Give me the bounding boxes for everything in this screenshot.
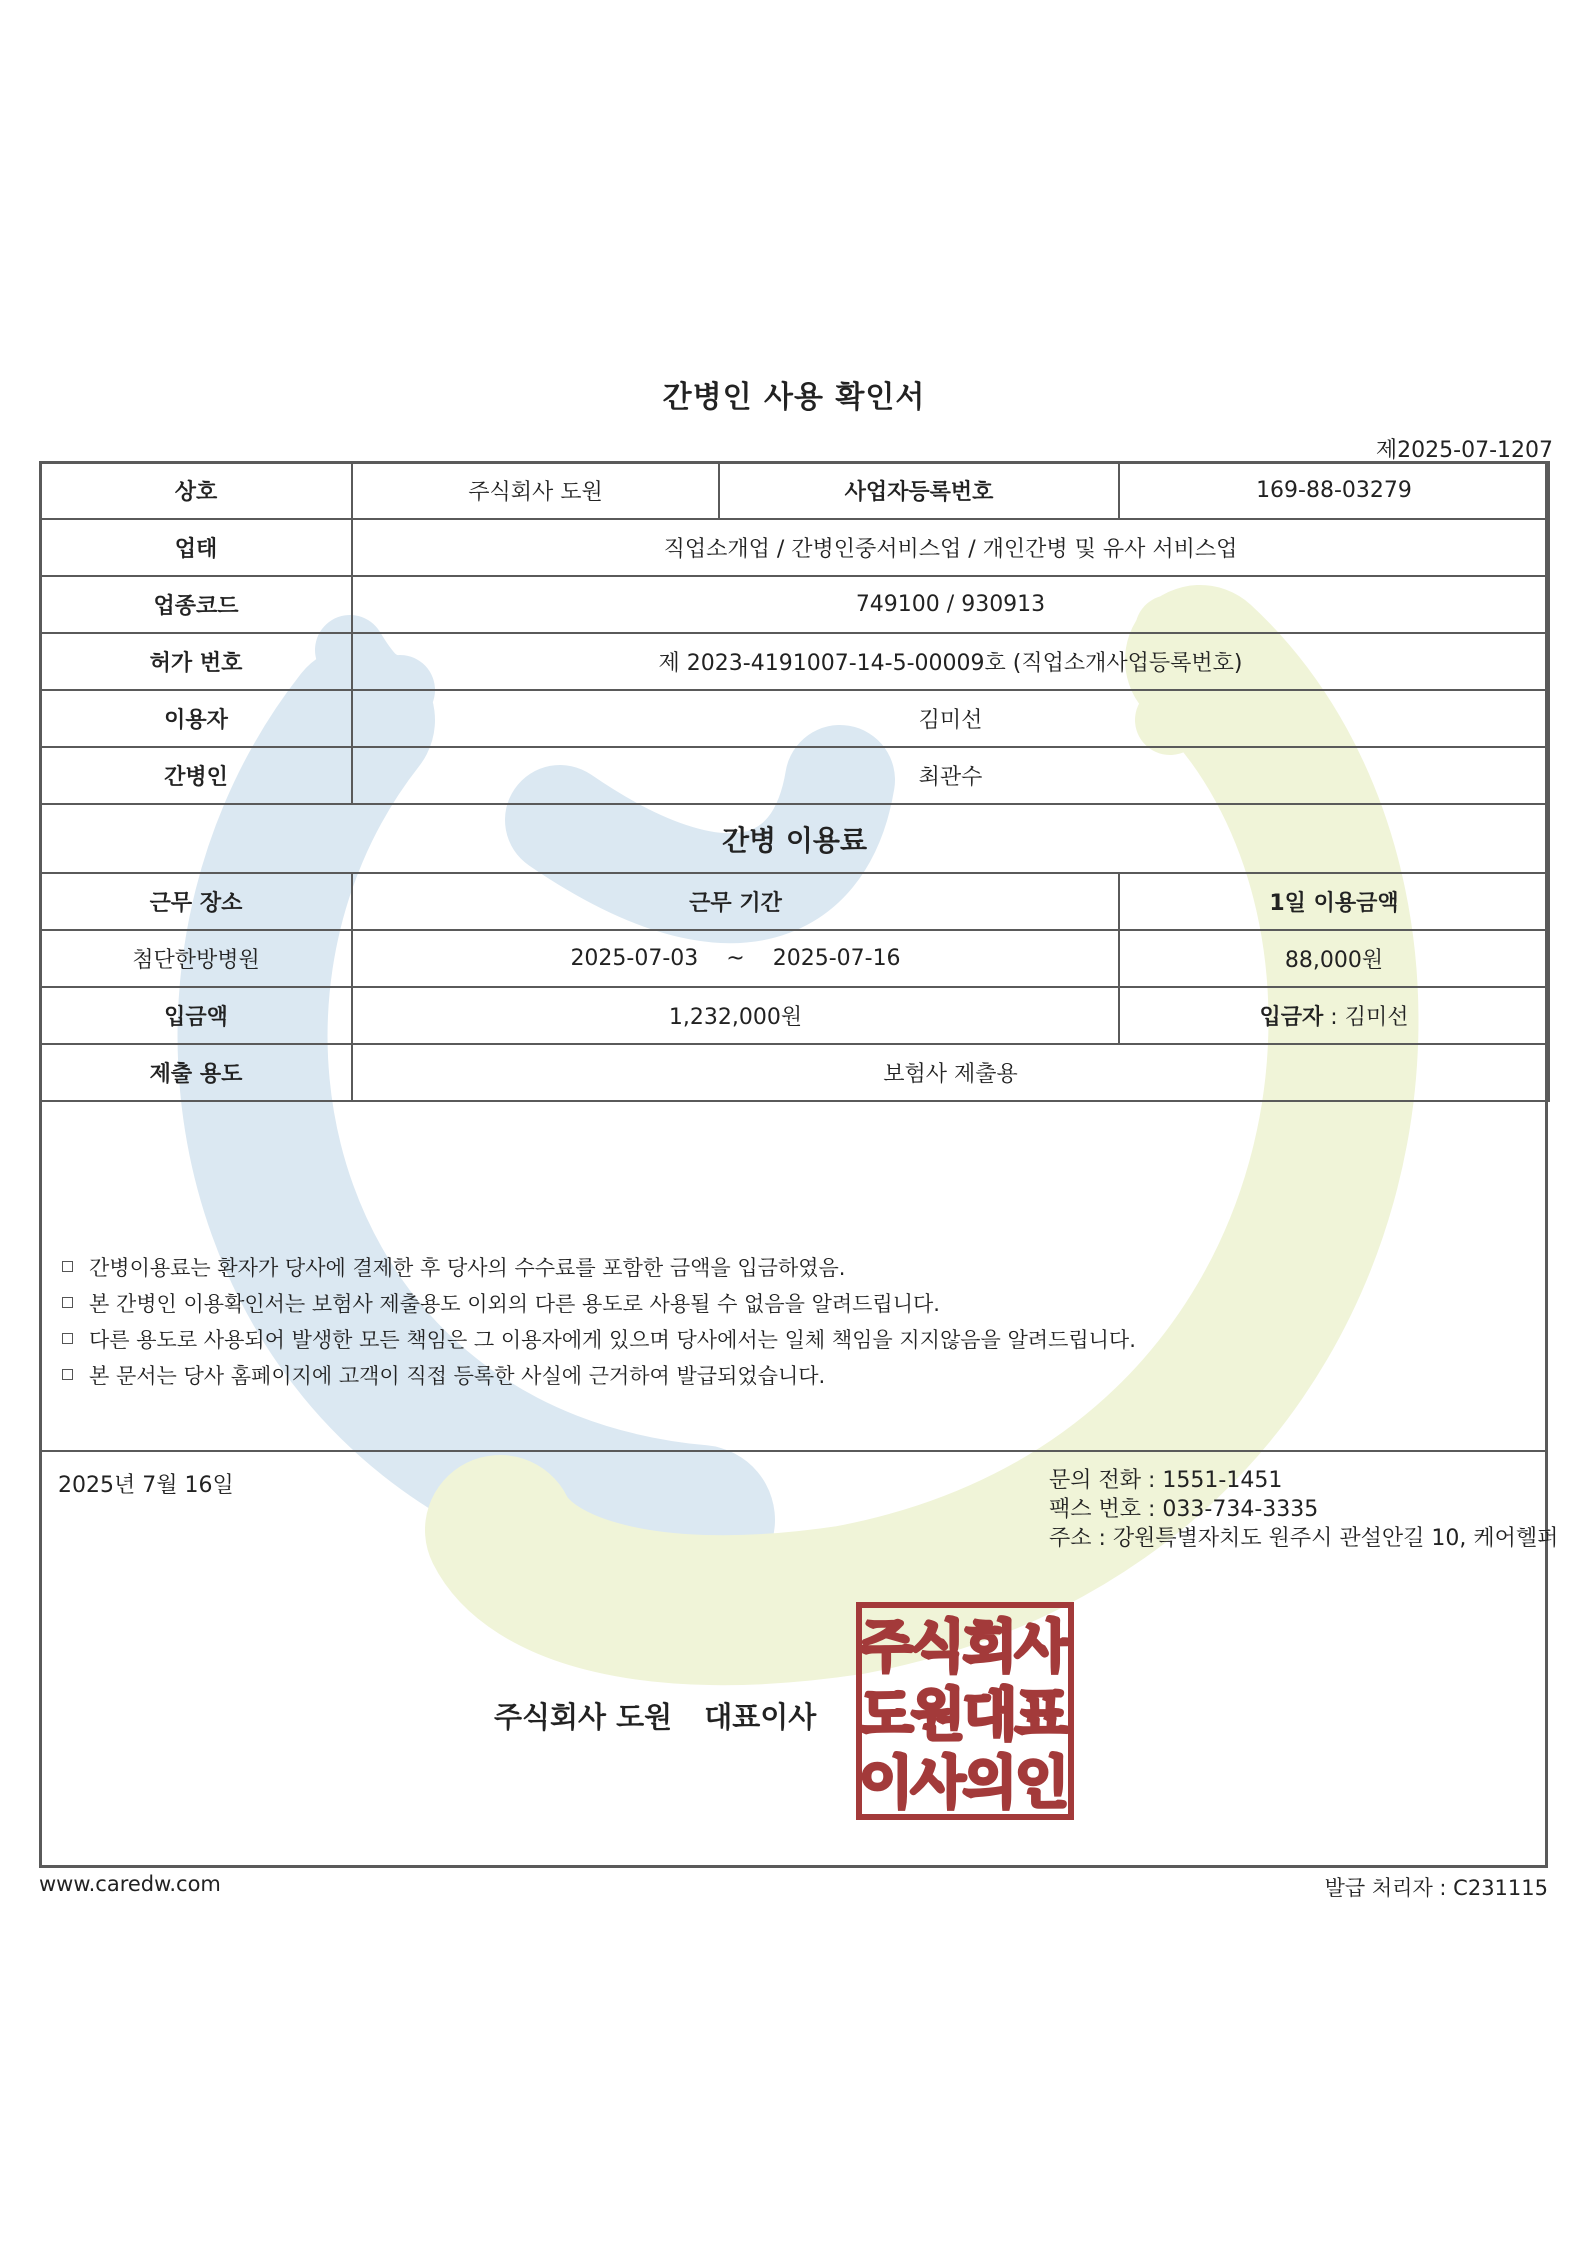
work-period-value [352,930,1119,987]
daily-fee-value: 88,000원 [1119,930,1549,987]
table-row [40,519,1549,576]
issuer-code: 발급 처리자 : C231115 [1324,1876,1548,1900]
table-row [40,930,1549,987]
svg-text:사: 사 [910,1751,966,1816]
svg-text:의: 의 [962,1751,1018,1816]
period-start: 2025-07-03 [570,946,699,971]
list-item: 본 문서는 당사 홈페이지에 고객이 직접 등록한 사실에 근거하여 발급되었습니다. [62,1358,1136,1394]
square-bullet-icon [62,1261,73,1272]
svg-text:표: 표 [1014,1683,1070,1748]
notice-list [62,1250,1136,1394]
fee-section-title: 간병 이용료 [40,804,1549,873]
signer-title: 대표이사 [704,1700,817,1734]
section-divider [39,1450,1548,1452]
company-name-label: 상호 [40,462,352,519]
permit-number-label: 허가 번호 [40,633,352,690]
contact-info [1049,1466,1558,1553]
daily-fee-label: 1일 이용금액 [1119,873,1549,930]
square-bullet-icon [62,1333,73,1344]
fax-number: 팩스 번호 : 033-734-3335 [1049,1497,1319,1522]
business-type-label: 업태 [40,519,352,576]
depositor-label: 입금자 [1259,1005,1324,1030]
table-row [40,690,1549,747]
document-title: 간병인 사용 확인서 [662,380,926,415]
permit-number-value: 제 2023-4191007-14-5-00009호 (직업소개사업등록번호) [352,633,1549,690]
company-seal-stamp [854,1600,1076,1822]
svg-text:이: 이 [858,1751,914,1816]
table-row [40,633,1549,690]
company-address: 주소 : 강원특별자치도 원주시 관설안길 10, 케어헬퍼 [1049,1526,1559,1551]
depositor-value: 김미선 [1344,1005,1409,1030]
industry-code-label: 업종코드 [40,576,352,633]
table-row [40,747,1549,804]
caregiver-label: 간병인 [40,747,352,804]
table-row [40,1044,1549,1101]
deposit-value: 1,232,000원 [352,987,1119,1044]
work-place-label: 근무 장소 [40,873,352,930]
business-type-value: 직업소개업 / 간병인중서비스업 / 개인간병 및 유사 서비스업 [352,519,1549,576]
svg-text:식: 식 [910,1615,966,1680]
signer-line [494,1695,816,1736]
work-period-label: 근무 기간 [352,873,1119,930]
website-link[interactable]: www.caredw.com [39,1872,221,1896]
info-table [39,461,1550,1102]
table-row [40,576,1549,633]
table-row [40,804,1549,873]
svg-text:주: 주 [858,1615,914,1680]
period-end: 2025-07-16 [772,946,901,971]
work-place-value: 첨단한방병원 [40,930,352,987]
square-bullet-icon [62,1369,73,1380]
list-item: 간병이용료는 환자가 당사에 결제한 후 당사의 수수료를 포함한 금액을 입금하였음. [62,1250,1136,1286]
registration-number-value: 169-88-03279 [1119,462,1549,519]
table-row [40,873,1549,930]
table-row [40,987,1549,1044]
issue-date: 2025년 7월 16일 [58,1473,234,1498]
depositor-cell [1119,987,1549,1044]
svg-text:도: 도 [858,1683,914,1748]
phone-number: 문의 전화 : 1551-1451 [1049,1468,1283,1493]
period-separator: ~ [726,946,745,971]
registration-number-label: 사업자등록번호 [719,462,1119,519]
purpose-label: 제출 용도 [40,1044,352,1101]
square-bullet-icon [62,1297,73,1308]
svg-text:사: 사 [1014,1615,1070,1680]
svg-text:원: 원 [910,1683,966,1748]
caregiver-value: 최관수 [352,747,1549,804]
svg-text:대: 대 [962,1683,1018,1748]
depositor-separator: : [1323,1005,1345,1030]
user-label: 이용자 [40,690,352,747]
svg-text:회: 회 [962,1615,1018,1680]
table-row [40,462,1549,519]
deposit-label: 입금액 [40,987,352,1044]
industry-code-value: 749100 / 930913 [352,576,1549,633]
signer-company: 주식회사 도원 [494,1700,673,1734]
document-number: 제2025-07-1207 [1375,438,1553,463]
user-value: 김미선 [352,690,1549,747]
svg-text:인: 인 [1014,1751,1070,1816]
list-item: 다른 용도로 사용되어 발생한 모든 책임은 그 이용자에게 있으며 당사에서는 일체 책임을 지지않음을 알려드립니다. [62,1322,1136,1358]
purpose-value: 보험사 제출용 [352,1044,1549,1101]
company-name-value: 주식회사 도원 [352,462,719,519]
list-item: 본 간병인 이용확인서는 보험사 제출용도 이외의 다른 용도로 사용될 수 없음을 알려드립니다. [62,1286,1136,1322]
